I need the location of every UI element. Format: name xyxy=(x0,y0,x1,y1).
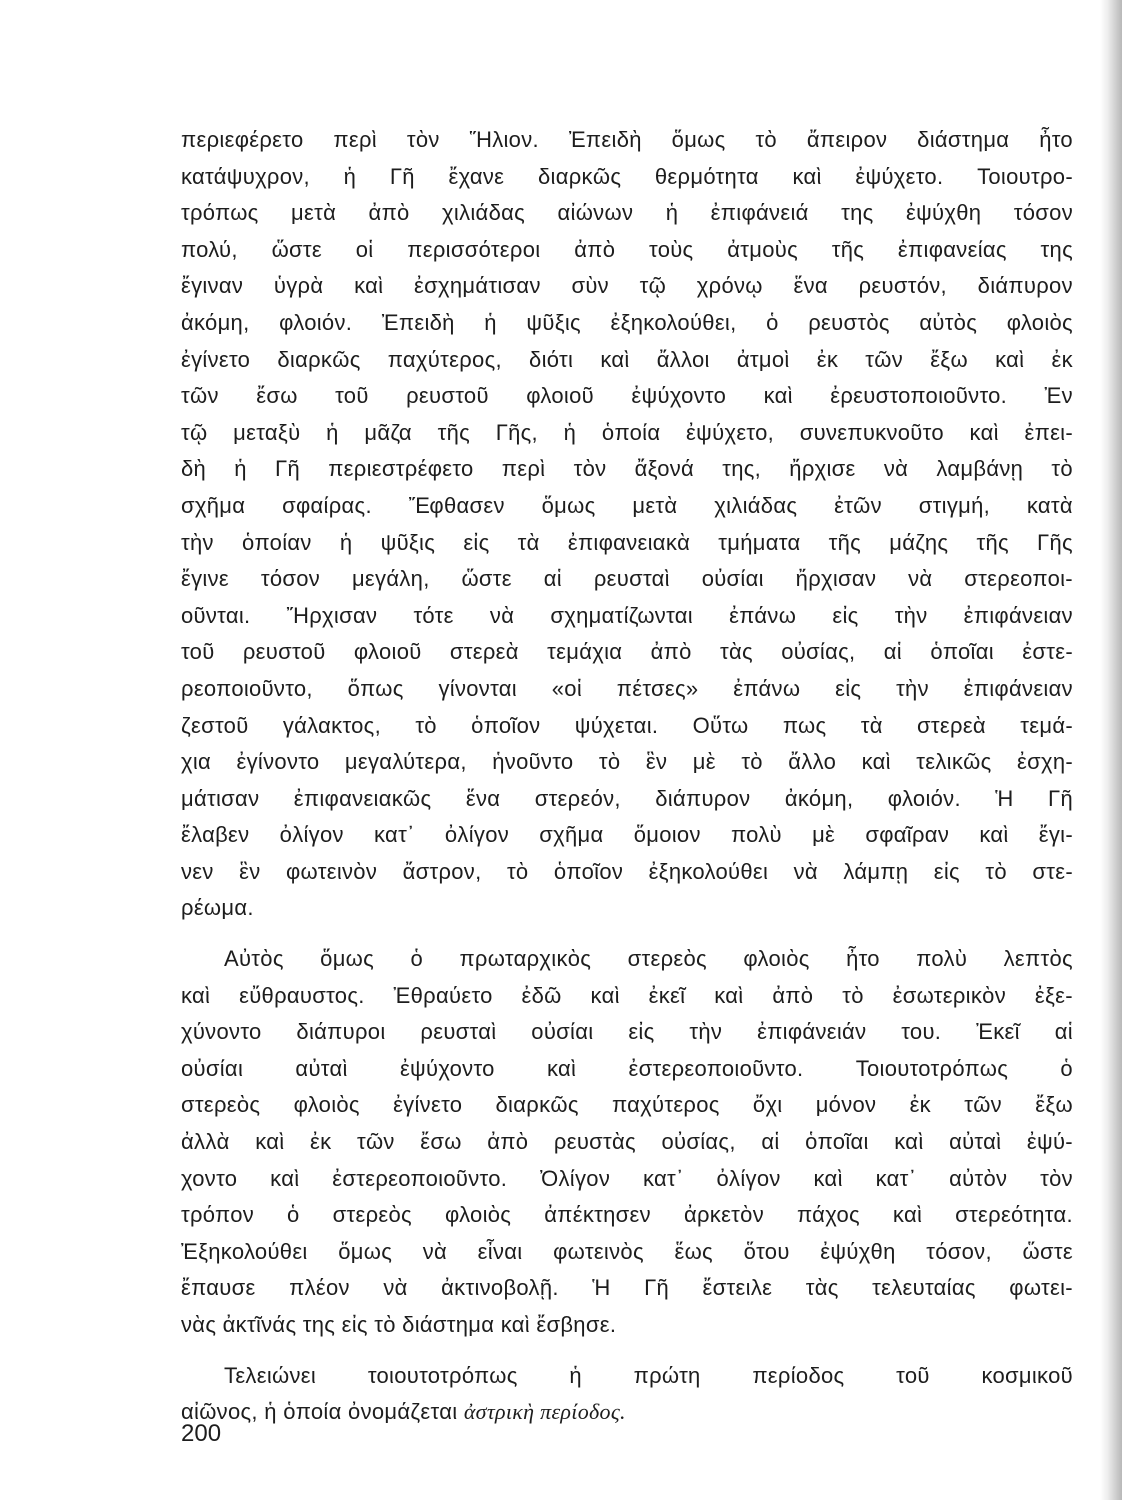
scan-page-edge xyxy=(1100,0,1122,1500)
text-line: σχῆμα σφαίρας. Ἔφθασεν ὅμως μετὰ χιλιάδας ἐτῶν στιγμή, κατὰ xyxy=(181,492,1073,518)
text-line: τῷ μεταξὺ ἡ μᾶζα τῆς Γῆς, ἡ ὁποία ἐψύχετο, συνεπυκνοῦτο καὶ ἐπει- xyxy=(181,419,1073,445)
text-line: δὴ ἡ Γῆ περιεστρέφετο περὶ τὸν ἄξονά της, ἤρχισε νὰ λαμβάνῃ τὸ xyxy=(181,456,1073,482)
text-line: Αὐτὸς ὅμως ὁ πρωταρχικὸς στερεὸς φλοιὸς ἦτο πολὺ λεπτὸς xyxy=(224,946,1073,972)
text-line-with-italic xyxy=(181,1394,1073,1431)
text-segment: αἰῶνος, ἡ ὁποία ὀνομάζεται xyxy=(181,1399,464,1425)
text-line: τρόπως μετὰ ἀπὸ χιλιάδας αἰώνων ἡ ἐπιφάνειά της ἐψύχθη τόσον xyxy=(181,200,1073,226)
text-line: καὶ εὔθραυστος. Ἐθραύετο ἐδῶ καὶ ἐκεῖ καὶ ἀπὸ τὸ ἐσωτερικὸν ἐξε- xyxy=(181,982,1073,1008)
text-line: οὐσίαι αὐταὶ ἐψύχοντο καὶ ἐστερεοποιοῦντο. Τοιουτοτρόπως ὁ xyxy=(181,1055,1073,1081)
text-line: χια ἐγίνοντο μεγαλύτερα, ἡνοῦντο τὸ ἓν μὲ τὸ ἄλλο καὶ τελικῶς ἐσχη- xyxy=(181,749,1073,775)
paragraph-2 xyxy=(181,941,1073,1344)
text-line: ἔγινε τόσον μεγάλη, ὥστε αἱ ρευσταὶ οὐσίαι ἤρχισαν νὰ στερεοποι- xyxy=(181,566,1073,592)
text-line: χοντο καὶ ἐστερεοποιοῦντο. Ὀλίγον κατ᾽ ὀλίγον καὶ κατ᾽ αὐτὸν τὸν xyxy=(181,1165,1073,1191)
paragraph-gap xyxy=(181,1344,1073,1358)
text-line: νεν ἓν φωτεινὸν ἄστρον, τὸ ὁποῖον ἐξηκολούθει νὰ λάμπῃ εἰς τὸ στε- xyxy=(181,858,1073,884)
text-line: πολύ, ὥστε οἱ περισσότεροι ἀπὸ τοὺς ἀτμοὺς τῆς ἐπιφανείας της xyxy=(181,236,1073,262)
text-line: ἔπαυσε πλέον νὰ ἀκτινοβολῇ. Ἡ Γῆ ἔστειλε τὰς τελευταίας φωτει- xyxy=(181,1275,1073,1301)
italic-term: ἀστρικὴ περίοδος. xyxy=(463,1399,626,1425)
text-line: ἀλλὰ καὶ ἐκ τῶν ἔσω ἀπὸ ρευστὰς οὐσίας, αἱ ὁποῖαι καὶ αὐταὶ ἐψύ- xyxy=(181,1129,1073,1155)
body-text xyxy=(181,122,1073,1431)
paragraph-1 xyxy=(181,122,1073,927)
text-line: ρεοποιοῦντο, ὅπως γίνονται «οἱ πέτσες» ἐπάνω εἰς τὴν ἐπιφάνειαν xyxy=(181,675,1073,701)
page-number: 200 xyxy=(181,1420,222,1447)
text-line: τῶν ἔσω τοῦ ρευστοῦ φλοιοῦ ἐψύχοντο καὶ ἐρευστοποιοῦντο. Ἐν xyxy=(181,383,1073,409)
text-line: κατάψυχρον, ἡ Γῆ ἔχανε διαρκῶς θερμότητα καὶ ἐψύχετο. Τοιουτρο- xyxy=(181,163,1073,189)
text-line: ἐγίνετο διαρκῶς παχύτερος, διότι καὶ ἄλλοι ἀτμοὶ ἐκ τῶν ἔξω καὶ ἐκ xyxy=(181,346,1073,372)
text-line: τρόπον ὁ στερεὸς φλοιὸς ἀπέκτησεν ἀρκετὸν πάχος καὶ στερεότητα. xyxy=(181,1202,1073,1228)
text-line: ἔλαβεν ὀλίγον κατ᾽ ὀλίγον σχῆμα ὅμοιον πολὺ μὲ σφαῖραν καὶ ἔγι- xyxy=(181,822,1073,848)
text-line: ζεστοῦ γάλακτος, τὸ ὁποῖον ψύχεται. Οὕτω πως τὰ στερεὰ τεμά- xyxy=(181,712,1073,738)
text-line: οῦνται. Ἤρχισαν τότε νὰ σχηματίζωνται ἐπάνω εἰς τὴν ἐπιφάνειαν xyxy=(181,602,1073,628)
text-line: Ἐξηκολούθει ὅμως νὰ εἶναι φωτεινὸς ἕως ὅτου ἐψύχθη τόσον, ὥστε xyxy=(181,1238,1073,1264)
text-line: χύνοντο διάπυροι ρευσταὶ οὐσίαι εἰς τὴν ἐπιφάνειάν του. Ἐκεῖ αἱ xyxy=(181,1019,1073,1045)
text-line: τοῦ ρευστοῦ φλοιοῦ στερεὰ τεμάχια ἀπὸ τὰς οὐσίας, αἱ ὁποῖαι ἐστε- xyxy=(181,639,1073,665)
paragraph-3 xyxy=(181,1358,1073,1431)
paragraph-gap xyxy=(181,927,1073,941)
text-line: ρέωμα. xyxy=(181,895,254,921)
text-line: Τελειώνει τοιουτοτρόπως ἡ πρώτη περίοδος τοῦ κοσμικοῦ xyxy=(224,1362,1073,1388)
text-line: περιεφέρετο περὶ τὸν Ἥλιον. Ἐπειδὴ ὅμως τὸ ἄπειρον διάστημα ἦτο xyxy=(181,127,1073,152)
text-line: μάτισαν ἐπιφανειακῶς ἕνα στερεόν, διάπυρον ἀκόμη, φλοιόν. Ἡ Γῆ xyxy=(181,785,1073,811)
text-line: ἔγιναν ὑγρὰ καὶ ἐσχημάτισαν σὺν τῷ χρόνῳ ἕνα ρευστόν, διάπυρον xyxy=(181,273,1073,299)
text-line: νὰς ἀκτῖνάς της εἰς τὸ διάστημα καὶ ἔσβησε. xyxy=(181,1312,617,1337)
text-line: ἀκόμη, φλοιόν. Ἐπειδὴ ἡ ψῦξις ἐξηκολούθει, ὁ ρευστὸς αὐτὸς φλοιὸς xyxy=(181,309,1073,335)
text-line: τὴν ὁποίαν ἡ ψῦξις εἰς τὰ ἐπιφανειακὰ τμήματα τῆς μάζης τῆς Γῆς xyxy=(181,529,1073,555)
text-line: στερεὸς φλοιὸς ἐγίνετο διαρκῶς παχύτερος ὄχι μόνον ἐκ τῶν ἔξω xyxy=(181,1092,1073,1118)
